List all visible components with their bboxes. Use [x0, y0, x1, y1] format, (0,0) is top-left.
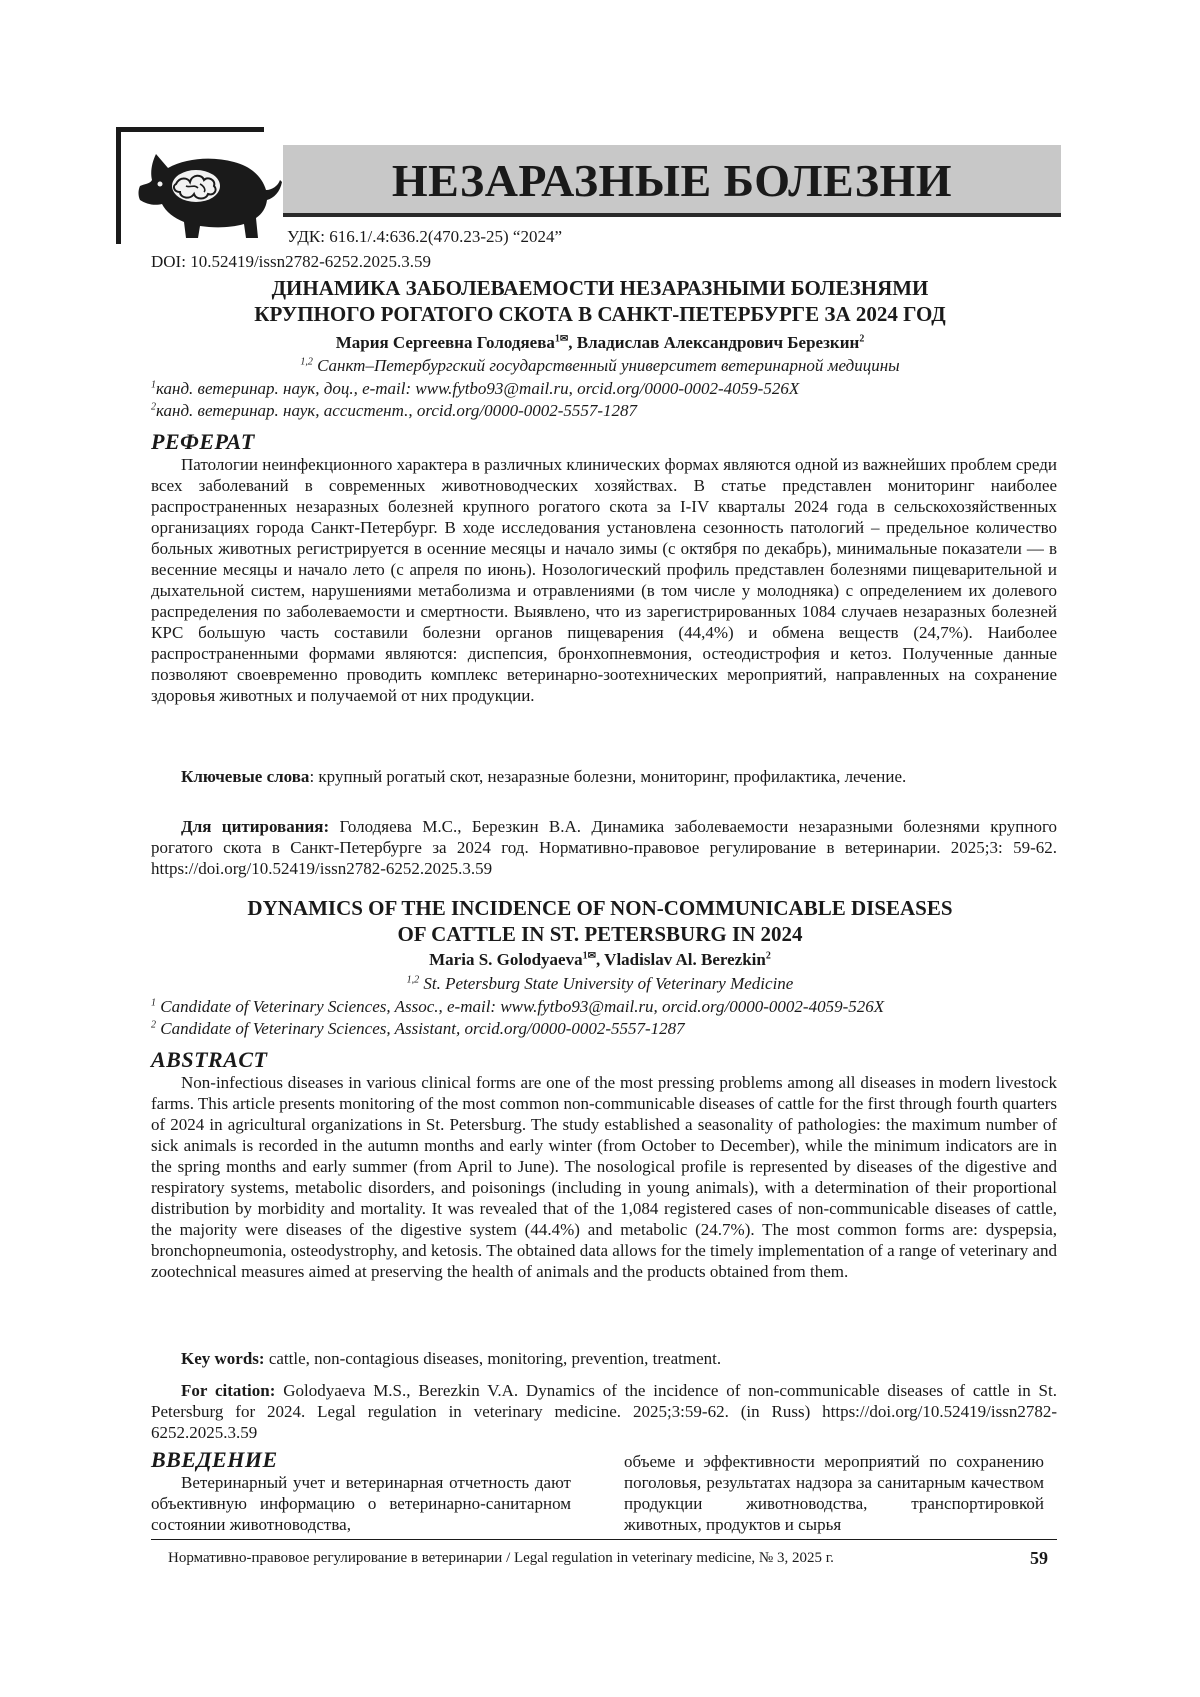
citation-en-text: Golodyaeva M.S., Berezkin V.A. Dynamics of the incidence of non-communicable diseases of cattle in St. Petersburg for 2024. Legal regulation in veterinary medicine. 2025;3:59-62. (in Russ) https://doi.org/10.52419/issn2782-6252.2025.3.59 [151, 1381, 1057, 1442]
title-en-line1: DYNAMICS OF THE INCIDENCE OF NON-COMMUNICABLE DISEASES [247, 896, 953, 920]
keywords-ru-text: : крупный рогатый скот, незаразные болезни, мониторинг, профилактика, лечение. [309, 767, 907, 786]
doi-code: DOI: 10.52419/issn2782-6252.2025.3.59 [151, 252, 432, 271]
author-note-2-en [151, 1018, 685, 1039]
pig-brain-icon [134, 146, 284, 242]
header-bracket-top [116, 127, 264, 132]
author1-en-sup: 1✉ [582, 950, 596, 962]
note1-en-sup: 1 [151, 997, 156, 1009]
abstract-heading-ru: РЕФЕРАТ [151, 429, 255, 454]
keywords-en [151, 1348, 1057, 1369]
author1-ru-sup: 1✉ [554, 333, 569, 345]
citation-ru-text: Голодяева М.С., Березкин В.А. Динамика заболеваемости незаразными болезнями крупного рогатого скота в Санкт-Петербурге за 2024 год. Нормативно-правовое регулирование в ветеринарии. 2025;3: 59-62. https://doi.org/10.52419/issn2782-6252.2025.3.59 [151, 817, 1058, 878]
note1-ru-sup: 1 [151, 379, 156, 391]
author2-ru: , Владислав Александрович Березкин [568, 333, 860, 352]
section-title: НЕЗАРАЗНЫЕ БОЛЕЗНИ [391, 155, 953, 206]
abstract-heading-en: ABSTRACT [151, 1047, 268, 1072]
footer-journal: Нормативно-правовое регулирование в ветеринарии / Legal regulation in veterinary medicine, № 3, 2025 г. [168, 1550, 834, 1566]
intro-column-1: Ветеринарный учет и ветеринарная отчетность дают объективную информацию о ветеринарно-санитарном состоянии животноводства, [151, 1473, 571, 1534]
intro-heading: ВВЕДЕНИЕ [151, 1447, 278, 1472]
note2-en-text: Candidate of Veterinary Sciences, Assistant, orcid.org/0000-0002-5557-1287 [156, 1019, 685, 1038]
affiliation-en-text: St. Petersburg State University of Veterinary Medicine [419, 974, 794, 993]
affiliation-ru [140, 356, 1060, 376]
citation-en [151, 1380, 1057, 1443]
keywords-ru [151, 766, 1057, 787]
affiliation-ru-sup: 1,2 [300, 356, 313, 368]
keywords-en-text: cattle, non-contagious diseases, monitoring, prevention, treatment. [264, 1349, 722, 1368]
author2-ru-sup: 2 [859, 333, 865, 345]
abstract-ru: Патологии неинфекционного характера в различных клинических формах являются одной из важнейших проблем среди всех заболеваний в современных животноводческих хозяйствах. В статье представлен мониторинг наиболее распространенных незаразных болезней крупного рогатого скота за I-IV кварталы 2024 года в сельскохозяйственных организациях города Санкт-Петербург. В ходе исследования установлена сезонность патологий – предельное количество больных животных регистрируется в осенние месяцы и начало зимы (с октября по декабрь), минимальные показатели — в весенние месяцы и начало лето (с апреля по июнь). Нозологический профиль представлен болезнями пищеварительной и дыхательной систем, нарушениями метаболизма и отравлениями (в том числе у молодняка) с определением их долевого распределения по заболеваемости и смертности. Выявлено, что из зарегистрированных 1084 случаев незаразных болезней КРС большую часть составили болезни органов пищеварения (44,4%) и обмена веществ (24,7%). Наиболее распространенными формами являются: диспепсия, бронхопневмония, остеодистрофия и кетоз. Полученные данные позволяют своевременно проводить комплекс ветеринарно-зоотехнических мероприятий, направленных на сохранение здоровья животных и получаемой от них продукции. [151, 455, 1057, 705]
abstract-en: Non-infectious diseases in various clinical forms are one of the most pressing problems among all diseases in modern livestock farms. This article presents monitoring of the most common non-communicable diseases of cattle for the first through fourth quarters of 2024 in agricultural organizations in St. Petersburg. The study established a seasonality of pathologies: the maximum number of sick animals is recorded in the autumn months and early winter (from October to December), while the minimum indicators are in the spring months and early summer (from April to June). The nosological profile is represented by diseases of the digestive and respiratory systems, metabolic disorders, and poisonings (including in young animals), with a determination of their proportional distribution by morbidity and mortality. It was revealed that of the 1,084 registered cases of non-communicable diseases of cattle, the majority were diseases of the digestive system (44.4%) and metabolic (24.7%). The most common forms are: dyspepsia, bronchopneumonia, osteodystrophy, and ketosis. The obtained data allows for the timely implementation of a range of veterinary and zootechnical measures aimed at preserving the health of animals and the products obtained from them. [151, 1073, 1057, 1281]
intro-column-2: объеме и эффективности мероприятий по сохранению поголовья, результатах надзора за санитарным качеством продукции животноводства, транспортировкой животных, продуктов и сырья [624, 1452, 1044, 1534]
note1-en-text: Candidate of Veterinary Sciences, Assoc., e-mail: www.fytbo93@mail.ru, orcid.org/0000-0002-4059-526X [156, 997, 885, 1016]
author-note-1-en [151, 996, 884, 1017]
author-note-1-ru [151, 378, 799, 399]
title-en-line2: OF CATTLE IN ST. PETERSBURG IN 2024 [397, 922, 803, 946]
footer-rule [151, 1539, 1057, 1540]
authors-en [140, 950, 1060, 970]
article-title-ru [140, 275, 1060, 327]
citation-ru-label: Для цитирования: [181, 817, 330, 836]
author-note-2-ru [151, 400, 637, 421]
affiliation-en [140, 974, 1060, 994]
authors-ru [140, 333, 1060, 353]
page-number: 59 [1030, 1548, 1048, 1568]
note2-ru-sup: 2 [151, 401, 156, 413]
title-ru-line2: КРУПНОГО РОГАТОГО СКОТА В САНКТ-ПЕТЕРБУРГЕ ЗА 2024 ГОД [254, 302, 946, 326]
author1-ru: Мария Сергеевна Голодяева [335, 333, 555, 352]
article-title-en [140, 895, 1060, 947]
header-bracket-left [116, 127, 121, 244]
citation-en-label: For citation: [181, 1381, 276, 1400]
author1-en: Maria S. Golodyaeva [429, 950, 583, 969]
citation-ru [151, 816, 1057, 879]
title-ru-line1: ДИНАМИКА ЗАБОЛЕВАЕМОСТИ НЕЗАРАЗНЫМИ БОЛЕЗНЯМИ [271, 276, 929, 300]
note1-ru-text: канд. ветеринар. наук, доц., e-mail: www.fytbo93@mail.ru, orcid.org/0000-0002-4059-526X [156, 379, 800, 398]
note2-en-sup: 2 [151, 1019, 156, 1031]
keywords-en-label: Key words: [181, 1349, 265, 1368]
note2-ru-text: канд. ветеринар. наук, ассистент., orcid.org/0000-0002-5557-1287 [156, 401, 638, 420]
keywords-ru-label: Ключевые слова [181, 767, 310, 786]
affiliation-ru-text: Санкт–Петербургский государственный университет ветеринарной медицины [312, 356, 900, 375]
author2-en: , Vladislav Al. Berezkin [595, 950, 766, 969]
affiliation-en-sup: 1,2 [406, 974, 420, 986]
udk-code: УДК: 616.1/.4:636.2(470.23-25) “2024” [287, 227, 562, 246]
author2-en-sup: 2 [765, 950, 771, 962]
